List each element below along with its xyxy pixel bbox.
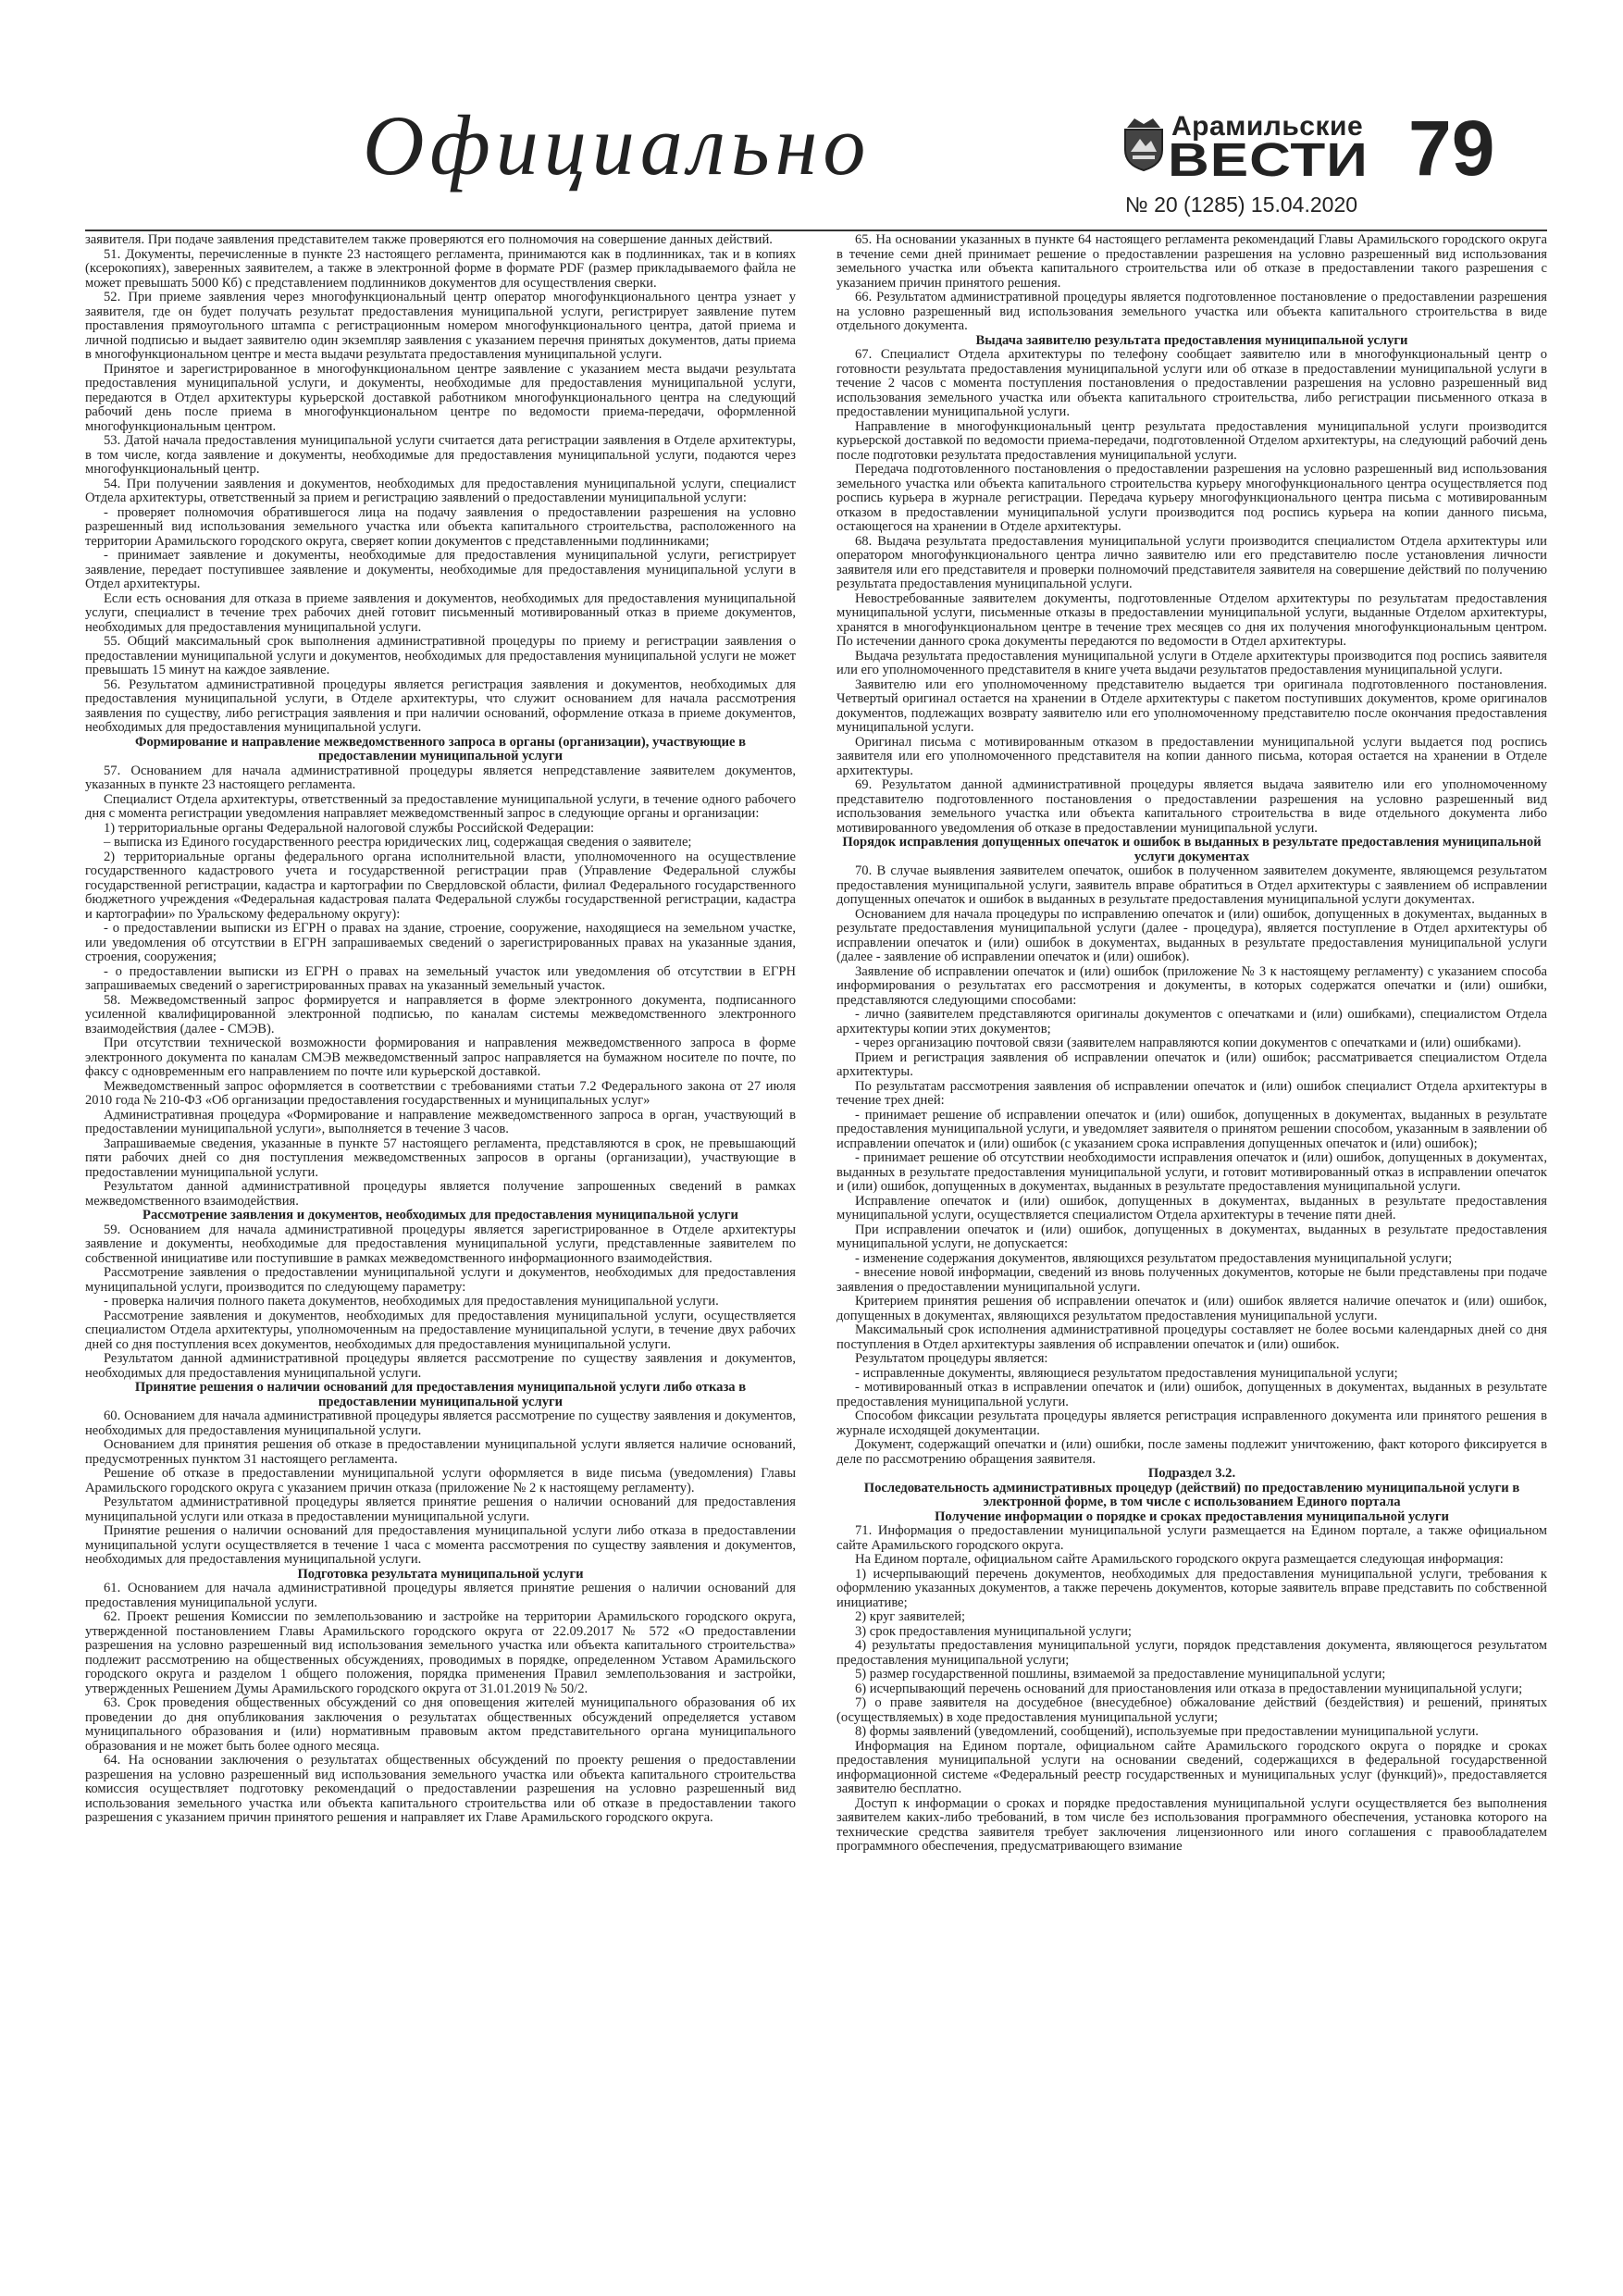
paragraph: Критерием принятия решения об исправлении опечаток и (или) ошибок является наличие опечаток и (или) ошибок, допущенных в документах, являющихся результатом предоставления муниципальной услуги. [836,1294,1547,1323]
section-heading: Формирование и направление межведомственного запроса в органы (организации), участвующие в предоставлении муниципальной услуги [134,734,747,763]
paragraph: - проверка наличия полного пакета документов, необходимых для предоставления муниципальной услуги. [104,1294,719,1309]
paragraph: 52. При приеме заявления через многофункциональный центр оператор многофункционального центра узнает у заявителя, где он будет получать результат предоставления муниципальной услуги, регистрирует заявление путем проставления прямоугольного штампа с регистрационным номером многофункционального центра, датой приема и личной подписью и выдает заявителю один экземпляр заявления с указанием перечня принятых документов, даты приема в многофункциональном центре и места выдачи результата предоставления муниципальной услуги. [85,290,796,362]
paragraph: Оригинал письма с мотивированным отказом в предоставлении муниципальной услуги выдается под роспись заявителя или его уполномоченного представителя на копии данного письма, которая остается на хранении в Отделе архитектуры. [836,734,1547,778]
paragraph: Доступ к информации о сроках и порядке предоставления муниципальной услуги осуществляется без выполнения заявителем каких-либо требований, в том числе без использования программного обеспечения, установка которого на технические средства заявителя требует заключения лицензионного или иного соглашения с правообладателем программного обеспечения, предусматривающего взимание [836,1795,1547,1854]
issue-info: № 20 (1285) 15.04.2020 [1125,192,1358,217]
paragraph: заявителя. При подаче заявления представителем также проверяются его полномочия на совершение данных действий. [85,232,773,247]
section-heading: Порядок исправления допущенных опечаток и ошибок в выданных в результате предоставления муниципальной услуги документах [842,835,1542,864]
paragraph: - о предоставлении выписки из ЕГРН о правах на здание, строение, сооружение, находящиеся на земельном участке, или уведомления об отсутствии в ЕГРН запрашиваемых сведений о зарегистрированных правах на указанные здания, строения, сооружения; [85,921,796,964]
paragraph: Административная процедура «Формирование и направление межведомственного запроса в орган, участвующий в предоставлении муниципальной услуги», выполняется в течение 3 часов. [85,1107,796,1136]
paragraph: Принятие решения о наличии оснований для предоставления муниципальной услуги либо отказа в предоставлении муниципальной услуги осуществляется в течение 1 часа с момента рассмотрения по существу заявления и документов, необходимых для предоставления муниципальной услуги. [85,1523,796,1567]
section-heading: Подраздел 3.2. [1147,1466,1236,1481]
paragraph: 51. Документы, перечисленные в пункте 23 настоящего регламента, принимаются как в подлинниках, так и в копиях (ксерокопиях), заверенных заявителем, а также в электронной форме в формате PDF (размер прикладываемого файла не может превышать 5000 Кб) с представлением подлинников документов для осуществления сверки. [85,246,796,291]
paragraph: Результатом данной административной процедуры является получение запрошенных сведений в рамках межведомственного взаимодействия. [85,1179,796,1209]
paragraph: Выдача результата предоставления муниципальной услуги в Отделе архитектуры производится под роспись заявителя или его уполномоченного представителя в книге учета выдачи результатов предоставления муниципальной услуги. [836,648,1547,677]
left-column [85,233,796,1826]
paragraph: 69. Результатом данной административной процедуры является выдача заявителю или его уполномоченному представителю подготовленного постановления о предоставлении разрешения на условно разрешенный вид использования земельного участка или объекта капитального строительства в виде отдельного документа либо мотивированного уведомления об отказе в предоставлении муниципальной услуги. [836,777,1547,836]
paragraph: 5) размер государственной пошлины, взимаемой за предоставление муниципальной услуги; [855,1667,1386,1682]
paragraph: 1) исчерпывающий перечень документов, необходимых для предоставления муниципальной услуги, требования к оформлению указанных документов, а также перечень документов, которые заявитель вправе представить по собственной инициативе; [836,1566,1547,1610]
paragraph: Способом фиксации результата процедуры является регистрация исправленного документа или принятого решения в журнале исходящей документации. [836,1409,1547,1438]
paragraph: Передача подготовленного постановления о предоставлении разрешения на условно разрешенный вид использования земельного участка или объекта капитального строительства курьеру многофункционального центра осуществляется под роспись курьера в журнале регистрации. Передача курьеру многофункционального центра письма с мотивированным отказом в предоставлении муниципальной услуги производится под роспись курьера на копии данного письма, остающегося на хранении в Отделе архитектуры. [836,462,1547,534]
paragraph: Результатом административной процедуры является принятие решения о наличии оснований для предоставления муниципальной услуги или отказа в предоставлении муниципальной услуги. [85,1495,796,1524]
paragraph: - внесение новой информации, сведений из вновь полученных документов, которые не были представлены при подаче заявления о предоставлении муниципальной услуги. [836,1265,1547,1295]
paragraph: 7) о праве заявителя на досудебное (внесудебное) обжалование действий (бездействия) и решений, принятых (осуществляемых) в ходе предоставления муниципальной услуги; [836,1695,1547,1725]
paragraph: - принимает решение об отсутствии необходимости исправления опечаток и (или) ошибок, допущенных в документах, выданных в результате предоставления муниципальной услуги, и готовит мотивированный отказ в исправлении опечаток и (или) ошибок, допущенных в документах, выданных в результате предоставления муниципальной услуги. [836,1150,1547,1194]
paragraph: Основанием для начала процедуры по исправлению опечаток и (или) ошибок, допущенных в документах, выданных в результате предоставления муниципальной услуги (далее - процедура), является поступление в Отдел архитектуры об исправлении опечаток и (или) ошибок в документах, выданных в результате предоставления муниципальной услуги (далее - заявление об исправлении опечаток и (или) ошибок). [836,906,1547,964]
paragraph: 58. Межведомственный запрос формируется и направляется в форме электронного документа, подписанного усиленной квалифицированной электронной подписью, по каналам системы межведомственного электронного взаимодействия (далее - СМЭВ). [85,992,796,1036]
paragraph: 4) результаты предоставления муниципальной услуги, порядок представления документа, являющегося результатом предоставления муниципальной услуги; [836,1638,1547,1668]
paragraph: Специалист Отдела архитектуры, ответственный за предоставление муниципальной услуги, в течение одного рабочего дня с момента регистрации уведомления направляет межведомственный запрос в следующие органы и организации: [85,791,796,821]
paragraph: Основанием для принятия решения об отказе в предоставлении муниципальной услуги является наличие оснований, предусмотренных пунктом 31 настоящего регламента. [85,1437,796,1467]
paragraph: Исправление опечаток и (или) ошибок, допущенных в документах, выданных в результате предоставления муниципальной услуги, осуществляется специалистом Отдела архитектуры в течение пяти дней. [836,1193,1547,1222]
header-divider [85,230,1547,231]
paragraph: 64. На основании заключения о результатах общественных обсуждений по проекту решения о предоставлении разрешения на условно разрешенный вид использования земельного участка или объекта капитального строительства комиссия осуществляет подготовку рекомендаций о предоставлении разрешения на условно разрешенный вид использования земельного участка или объекта капитального строительства или об отказе в предоставлении такого разрешения с указанием причин принятого решения и направляет их Главе Арамильского городского округа. [85,1753,796,1825]
section-heading: Подготовка результата муниципальной услуги [297,1566,584,1582]
paragraph: Максимальный срок исполнения административной процедуры составляет не более восьми календарных дней со дня поступления в Отдел архитектуры заявления об исправлении опечаток и (или) ошибок. [836,1322,1547,1352]
paragraph: 70. В случае выявления заявителем опечаток, ошибок в полученном заявителем документе, являющемся результатом предоставления муниципальной услуги, заявитель вправе обратиться в Отдел архитектуры с заявлением об исправлении допущенных опечаток и ошибок в выданных в результате предоставления муниципальной услуги документах. [836,863,1547,907]
paragraph: 53. Датой начала предоставления муниципальной услуги считается дата регистрации заявления в Отделе архитектуры, в том числе, когда заявление и документы, необходимые для предоставления муниципальной услуги, подаются через многофункциональный центр. [85,433,796,477]
paragraph: - принимает решение об исправлении опечаток и (или) ошибок, допущенных в документах, выданных в результате предоставления муниципальной услуги, и уведомляет заявителя о принятом решении способом, указанным в заявлении об исправлении опечаток и (или) ошибок (с указанием срока исправления допущенных опечаток и (или) ошибок); [836,1107,1547,1151]
paragraph: 57. Основанием для начала административной процедуры является непредставление заявителем документов, указанных в пункте 23 настоящего регламента. [85,763,796,792]
section-title: Официально [363,98,872,192]
paragraph: - лично (заявителем представляются оригиналы документов с опечатками и (или) ошибками), специалистом Отдела архитектуры копии этих документов; [836,1007,1547,1036]
paragraph: Рассмотрение заявления о предоставлении муниципальной услуги и документов, необходимых для предоставления муниципальной услуги, производится по следующему параметру: [85,1265,796,1295]
paragraph: Рассмотрение заявления и документов, необходимых для предоставления муниципальной услуги, осуществляется специалистом Отдела архитектуры, уполномоченным на предоставление муниципальной услуги, в течение двух рабочих дней со дня поступления всех документов, необходимых для предоставления муниципальной услуги. [85,1308,796,1352]
paragraph: 65. На основании указанных в пункте 64 настоящего регламента рекомендаций Главы Арамильского городского округа в течение семи дней принимает решение о предоставлении разрешения на условно разрешенный вид использования земельного участка или объекта капитального строительства или об отказе в предоставлении такого разрешения с указанием причин принятого решения. [836,232,1547,291]
paragraph: Решение об отказе в предоставлении муниципальной услуги оформляется в виде письма (уведомления) Главы Арамильского городского округа с указанием причин отказа (приложение № 2 к настоящему регламенту). [85,1466,796,1496]
paragraph: 6) исчерпывающий перечень оснований для приостановления или отказа в предоставлении муниципальной услуги; [855,1681,1523,1696]
paragraph: 62. Проект решения Комиссии по землепользованию и застройке на территории Арамильского городского округа, утвержденной постановлением Главы Арамильского городского округа от 22.09.2017 № 572 «О предоставлении разрешения на условно разрешенный вид использования земельного участка или объекта капитального строительства» подлежит рассмотрению на общественных обсуждениях, проводимых в порядке, определенном Уставом Арамильского городского округа и разделом 1 общего положения, порядка применения Правил землепользования и застройки, утвержденных Решением Думы Арамильского городского округа от 31.01.2019 № 50/2. [85,1609,796,1696]
paragraph: На Едином портале, официальном сайте Арамильского городского округа размещается следующая информация: [855,1552,1504,1567]
paragraph: 56. Результатом административной процедуры является регистрация заявления и документов, необходимых для предоставления муниципальной услуги, в Отделе архитектуры, что служит основанием для начала рассмотрения заявления по существу, либо регистрация заявления и при наличии оснований, оформление отказа в приеме документов, необходимых для предоставления муниципальной услуги. [85,676,796,735]
section-heading: Получение информации о порядке и сроках предоставления муниципальной услуги [935,1508,1449,1524]
paragraph: Информация на Едином портале, официальном сайте Арамильского городского округа о порядке и сроках предоставления муниципальной услуги на основании сведений, содержащихся в федеральной государственной информационной системе «Федеральный реестр государственных и муниципальных услуг (функций)», предоставляется заявителю бесплатно. [836,1738,1547,1796]
paragraph: Невостребованные заявителем документы, подготовленные Отделом архитектуры по результатам предоставления муниципальной услуги, письменные отказы в предоставлении муниципальной услуги, выданные Отделом архитектуры, хранятся в многофункциональном центре в течение трех месяцев со дня их получения многофункциональным центром. По истечении данного срока документы передаются по ведомости в Отдел архитектуры. [836,590,1547,649]
paragraph: 63. Срок проведения общественных обсуждений со дня оповещения жителей муниципального образования об их проведении до дня опубликования заключения о результатах общественных обсуждений определяется уставом муниципального образования и (или) нормативным правовым актом представительного органа муниципального образования и не может быть более одного месяца. [85,1695,796,1754]
paragraph: Прием и регистрация заявления об исправлении опечаток и (или) ошибок; рассматривается специалистом Отдела архитектуры. [836,1049,1547,1079]
paragraph: 66. Результатом административной процедуры является подготовленное постановление о предоставлении разрешения на условно разрешенный вид использования земельного участка или объекта капитального строительства в виде отдельного документа. [836,290,1547,333]
paragraph: 71. Информация о предоставлении муниципальной услуги размещается на Едином портале, а также официальном сайте Арамильского городского округа. [836,1523,1547,1553]
paragraph: Если есть основания для отказа в приеме заявления и документов, необходимых для предоставления муниципальной услуги, специалист в течение трех рабочих дней готовит письменный мотивированный отказ в приеме документов, необходимых для предоставления муниципальной услуги. [85,590,796,635]
paragraph: Направление в многофункциональный центр результата предоставления муниципальной услуги производится курьерской доставкой по ведомости приема-передачи, подготовленной Отделом архитектуры, на следующий рабочий день после подготовки результата предоставления муниципальной услуги. [836,418,1547,463]
paragraph: 67. Специалист Отдела архитектуры по телефону сообщает заявителю или в многофункциональный центр о готовности результата предоставления муниципальной услуги или об отказе в предоставлении муниципальной услуги в течение 2 часов с момента поступления постановления о предоставлении разрешения на условно разрешенный вид использования земельного участка или объекта капитального строительства, либо регистрации письменного отказа в предоставлении муниципальной услуги. [836,347,1547,419]
paragraph: – выписка из Единого государственного реестра юридических лиц, содержащая сведения о заявителе; [104,835,692,850]
brand-top: Арамильские [1171,111,1364,142]
page-number: 79 [1408,105,1495,192]
paragraph: Принятое и зарегистрированное в многофункциональном центре заявление с указанием места выдачи результата предоставления муниципальной услуги, и документы, необходимые для предоставления муниципальной услуги, передаются в Отдел архитектуры курьерской доставкой работником многофункционального центра на следующий рабочий день после приема в многофункциональном центре по ведомости приема-передачи, оформленной многофункциональным центром. [85,361,796,434]
paragraph: - проверяет полномочия обратившегося лица на подачу заявления о предоставлении разрешения на условно разрешенный вид использования земельного участка или объекта капитального строительства, расположенного на территории Арамильского городского округа, сверяет копии документов с представленными подлинниками; [85,504,796,549]
paragraph: Результатом процедуры является: [855,1351,1048,1366]
paragraph: Результатом данной административной процедуры является рассмотрение по существу заявления и документов, необходимых для предоставления муниципальной услуги. [85,1351,796,1381]
paragraph: 8) формы заявлений (уведомлений, сообщений), используемые при предоставлении муниципальной услуги. [855,1724,1479,1739]
masthead [85,85,1547,233]
paragraph: 55. Общий максимальный срок выполнения административной процедуры по приему и регистрации заявления о предоставлении муниципальной услуги и документов, необходимых для предоставления муниципальной услуги не может превышать 15 минут на каждое заявление. [85,634,796,677]
paragraph: Межведомственный запрос оформляется в соответствии с требованиями статьи 7.2 Федерального закона от 27 июля 2010 года № 210-ФЗ «Об организации предоставления государственных и муниципальных услуг» [85,1078,796,1108]
paragraph: - через организацию почтовой связи (заявителем направляются копии документов с опечатками и (или) ошибками). [855,1036,1522,1050]
brand-name: ВЕСТИ [1168,133,1369,187]
paragraph: 1) территориальные органы Федеральной налоговой службы Российской Федерации: [104,820,595,836]
paragraph: Документ, содержащий опечатки и (или) ошибки, после замены подлежит уничтожению, факт которого фиксируется в деле по рассмотрению обращения заявителя. [836,1437,1547,1467]
paragraph: Заявление об исправлении опечаток и (или) ошибок (приложение № 3 к настоящему регламенту) с указанием способа информирования о результатах его рассмотрения и документы, в которых содержатся опечатки и (или) ошибки, представляются следующими способами: [836,963,1547,1008]
paragraph: 60. Основанием для начала административной процедуры является рассмотрение по существу заявления и документов, необходимых для предоставления муниципальной услуги. [85,1409,796,1438]
paragraph: Заявителю или его уполномоченному представителю выдается три оригинала подготовленного постановления. Четвертый оригинал остается на хранении в Отделе архитектуры с пакетом поступивших документов, кроме оригиналов документов, подлежащих возврату заявителю или его уполномоченному представителю после окончания предоставления муниципальной услуги. [836,676,1547,735]
section-heading: Принятие решения о наличии оснований для предоставления муниципальной услуги либо отказа в предоставлении муниципальной услуги [134,1380,747,1409]
paragraph: 3) срок предоставления муниципальной услуги; [855,1623,1132,1639]
coat-of-arms-icon [1121,115,1166,172]
paragraph: 68. Выдача результата предоставления муниципальной услуги производится специалистом Отдела архитектуры или оператором многофункционального центра лично заявителю или его представителю после установления личности заявителя или его представителя и проверки полномочий представителя заявителя на совершение действий по получению результата предоставления муниципальной услуги. [836,533,1547,591]
paragraph: 2) территориальные органы федерального органа исполнительной власти, уполномоченного на осуществление государственного кадастрового учета и государственной регистрации прав (Управление Федеральной службы государственной регистрации, кадастра и картографии по Свердловской области, филиал Федерального государственного бюджетного учреждения «Федеральная кадастровая палата Федеральной службы государственной регистрации, кадастра и картографии» по Уральскому федеральному округу): [85,849,796,922]
paragraph: 2) круг заявителей; [855,1609,966,1624]
paragraph: - изменение содержания документов, являющихся результатом предоставления муниципальной услуги; [855,1250,1453,1266]
section-heading: Рассмотрение заявления и документов, необходимых для предоставления муниципальной услуги [142,1208,738,1222]
paragraph: - принимает заявление и документы, необходимые для предоставления муниципальной услуги, регистрирует заявление, передает поступившее заявление и документы, необходимые для предоставления муниципальной услуги в Отдел архитектуры. [85,548,796,591]
section-heading: Выдача заявителю результата предоставления муниципальной услуги [975,332,1408,348]
paragraph: 61. Основанием для начала административной процедуры является принятие решения о наличии оснований для предоставления муниципальной услуги. [85,1581,796,1610]
right-column [836,233,1547,1855]
paragraph: - о предоставлении выписки из ЕГРН о правах на земельный участок или уведомления об отсутствии в ЕГРН запрашиваемых сведений о зарегистрированных правах на указанный земельный участок. [85,963,796,993]
paragraph: 54. При получении заявления и документов, необходимых для предоставления муниципальной услуги, специалист Отдела архитектуры, ответственный за прием и регистрацию заявлений о предоставлении муниципальной услуги: [85,476,796,505]
paragraph: Запрашиваемые сведения, указанные в пункте 57 настоящего регламента, представляются в срок, не превышающий пяти рабочих дней со дня поступления межведомственных запросов в органы (организации), участвующие в предоставлении муниципальной услуги. [85,1136,796,1180]
paragraph: При отсутствии технической возможности формирования и направления межведомственного запроса в форме электронного документа по каналам СМЭВ межведомственный запрос направляется на бумажном носителе по почте, по факсу с одновременным его направлением по почте или курьерской доставкой. [85,1036,796,1079]
paragraph: По результатам рассмотрения заявления об исправлении опечаток и (или) ошибок специалист Отдела архитектуры в течение трех дней: [836,1078,1547,1108]
paragraph: - мотивированный отказ в исправлении опечаток и (или) ошибок, допущенных в документах, выданных в результате предоставления муниципальной услуги. [836,1380,1547,1409]
paragraph: При исправлении опечаток и (или) ошибок, допущенных в документах, выданных в результате предоставления муниципальной услуги, не допускается: [836,1222,1547,1251]
section-heading: Последовательность административных процедур (действий) по предоставлению муниципальной услуги в электронной форме, в том числе с использованием Единого портала [863,1480,1520,1509]
paragraph: 59. Основанием для начала административной процедуры является зарегистрированное в Отделе архитектуры заявление и документы, необходимые для предоставления муниципальной услуги, представленные заявителем по собственной инициативе или поступившие в рамках межведомственного информационного взаимодействия. [85,1222,796,1266]
paragraph: - исправленные документы, являющиеся результатом предоставления муниципальной услуги; [855,1365,1398,1381]
